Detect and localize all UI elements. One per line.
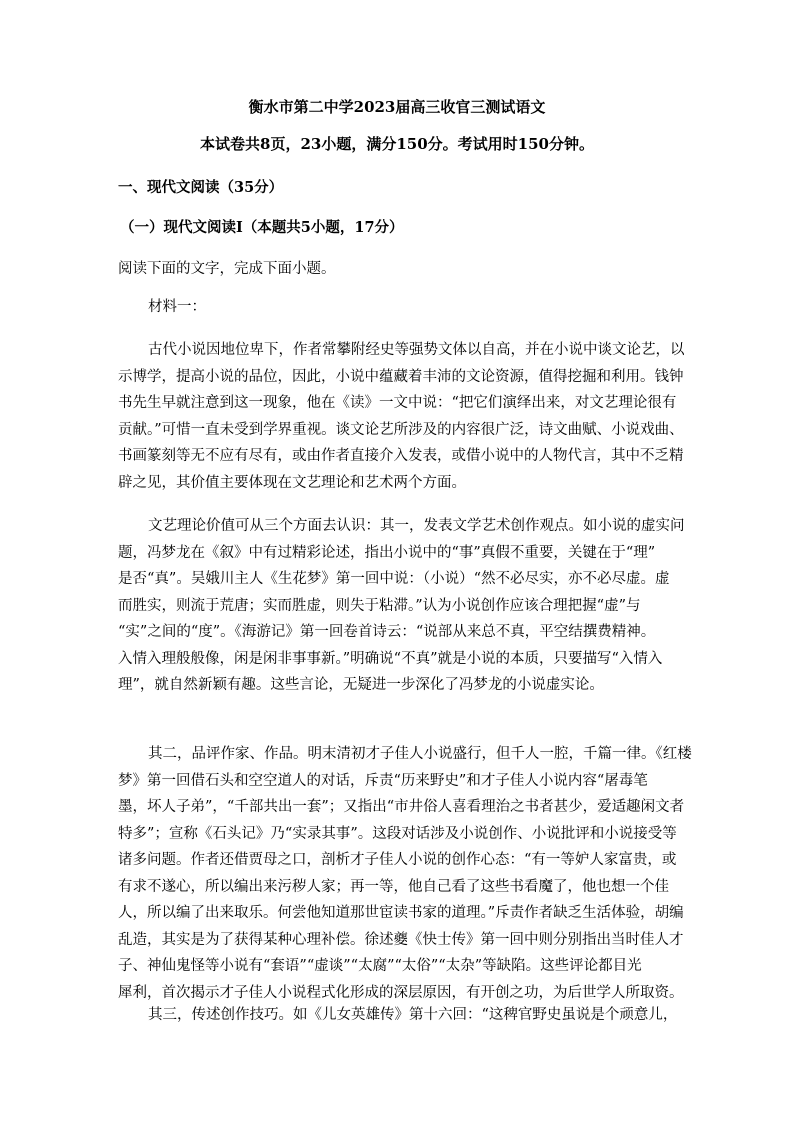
paragraph-line: 书先生早就注意到这一现象，他在《读》一文中说：“把它们演绎出来，对文艺理论很有 <box>118 395 677 411</box>
exam-info: 本试卷共8页，23小题，满分150分。考试用时150分钟。 <box>200 135 594 153</box>
paragraph-line: 古代小说因地位卑下，作者常攀附经史等强势文体以自高，并在小说中谈文论艺，以 <box>148 342 685 358</box>
paragraph-line: 其三，传述创作技巧。如《儿女英雄传》第十六回：“这稗官野史虽说是个顽意儿， <box>148 1007 678 1023</box>
paragraph-line: 人，所以编了出来取乐。何尝他知道那世宦读书家的道理。”斥责作者缺乏生活体验，胡编 <box>118 905 684 921</box>
paragraph-3 <box>118 741 692 1006</box>
paragraph-line: 文艺理论价值可从三个方面去认识：其一，发表文学艺术创作观点。如小说的虚实问 <box>148 518 685 534</box>
paragraph-line: 有求不遂心，所以编出来污秽人家；再一等，他自己看了这些书看魔了，他也想一个佳 <box>118 878 669 895</box>
paragraph-line: 书画篆刻等无不应有尽有，或由作者直接介入发表，或借小说中的人物代言，其中不乏精 <box>118 448 684 464</box>
reading-instruction: 阅读下面的文字，完成下面小题。 <box>118 261 336 277</box>
paragraph-line: 子、神仙鬼怪等小说有“套语”“虚谈”“太腐”“太俗”“太杂”等缺陷。这些评论都目光 <box>118 958 642 974</box>
paragraph-line: 特多”；宣称《石头记》乃“实录其事”。这段对话涉及小说创作、小说批评和小说接受等 <box>118 825 677 842</box>
paragraph-line: 诸多问题。作者还借贾母之口，剖析才子佳人小说的创作心态：“有一等妒人家富贵，或 <box>118 852 677 868</box>
paragraph-line: 乱造，其实是为了获得某种心理补偿。徐述夔《快士传》第一回中则分别指出当时佳人才 <box>118 931 684 948</box>
paragraph-line: 辟之见，其价值主要体现在文艺理论和艺术两个方面。 <box>118 474 466 491</box>
document-title: 衡水市第二中学2023届高三收官三测试语文 <box>248 98 546 116</box>
paragraph-line: 贡献。”可惜一直未受到学界重视。谈文论艺所涉及的内容很广泛，诗文曲赋、小说戏曲、 <box>118 421 684 438</box>
paragraph-line: 犀利，首次揭示才子佳人小说程式化形成的深层原因，有开创之功，为后世学人所取资。 <box>118 984 684 1001</box>
paragraph-line: 示博学，提高小说的品位，因此，小说中蕴藏着丰沛的文论资源，值得挖掘和利用。钱钟 <box>118 368 684 385</box>
paragraph-1 <box>118 337 685 496</box>
paragraph-4 <box>118 1002 678 1029</box>
paragraph-line: 而胜实，则流于荒唐；实而胜虚，则失于粘滞。”认为小说创作应该合理把握“虚”与 <box>118 597 641 614</box>
paragraph-line: 梦》第一回借石头和空空道人的对话，斥责“历来野史”和才子佳人小说内容“屠毒笔 <box>118 772 648 789</box>
paragraph-line: 理”，就自然新颖有趣。这些言论，无疑进一步深化了冯梦龙的小说虚实论。 <box>118 677 604 693</box>
paragraph-line: 题，冯梦龙在《叙》中有过精彩论述，指出小说中的“事”真假不重要，关键在于“理” <box>118 544 656 561</box>
section-heading: 一、现代文阅读（35分） <box>118 179 284 196</box>
paragraph-line: 墨，坏人子弟”，“千部共出一套”；又指出“市井俗人喜看理治之书者甚少，爱适趣闲文者 <box>118 799 685 815</box>
material-label: 材料一： <box>148 299 206 315</box>
paragraph-2 <box>118 513 685 699</box>
subsection-heading: （一）现代文阅读Ⅰ（本题共5小题，17分） <box>120 219 404 236</box>
paragraph-line: 其二，品评作家、作品。明末清初才子佳人小说盛行，但千人一腔，千篇一律。《红楼 <box>148 746 692 762</box>
paragraph-line: “实”之间的“度”。《海游记》第一回卷首诗云：“说部从来总不真，平空结撰费精神。 <box>118 624 656 640</box>
paragraph-line: 入情入理般般像，闲是闲非事事新。”明确说“不真”就是小说的本质，只要描写“入情入 <box>118 650 663 667</box>
paragraph-line: 是否“真”。吴娥川主人《生花梦》第一回中说：（小说）“然不必尽实，亦不必尽虚。虚 <box>118 571 670 587</box>
